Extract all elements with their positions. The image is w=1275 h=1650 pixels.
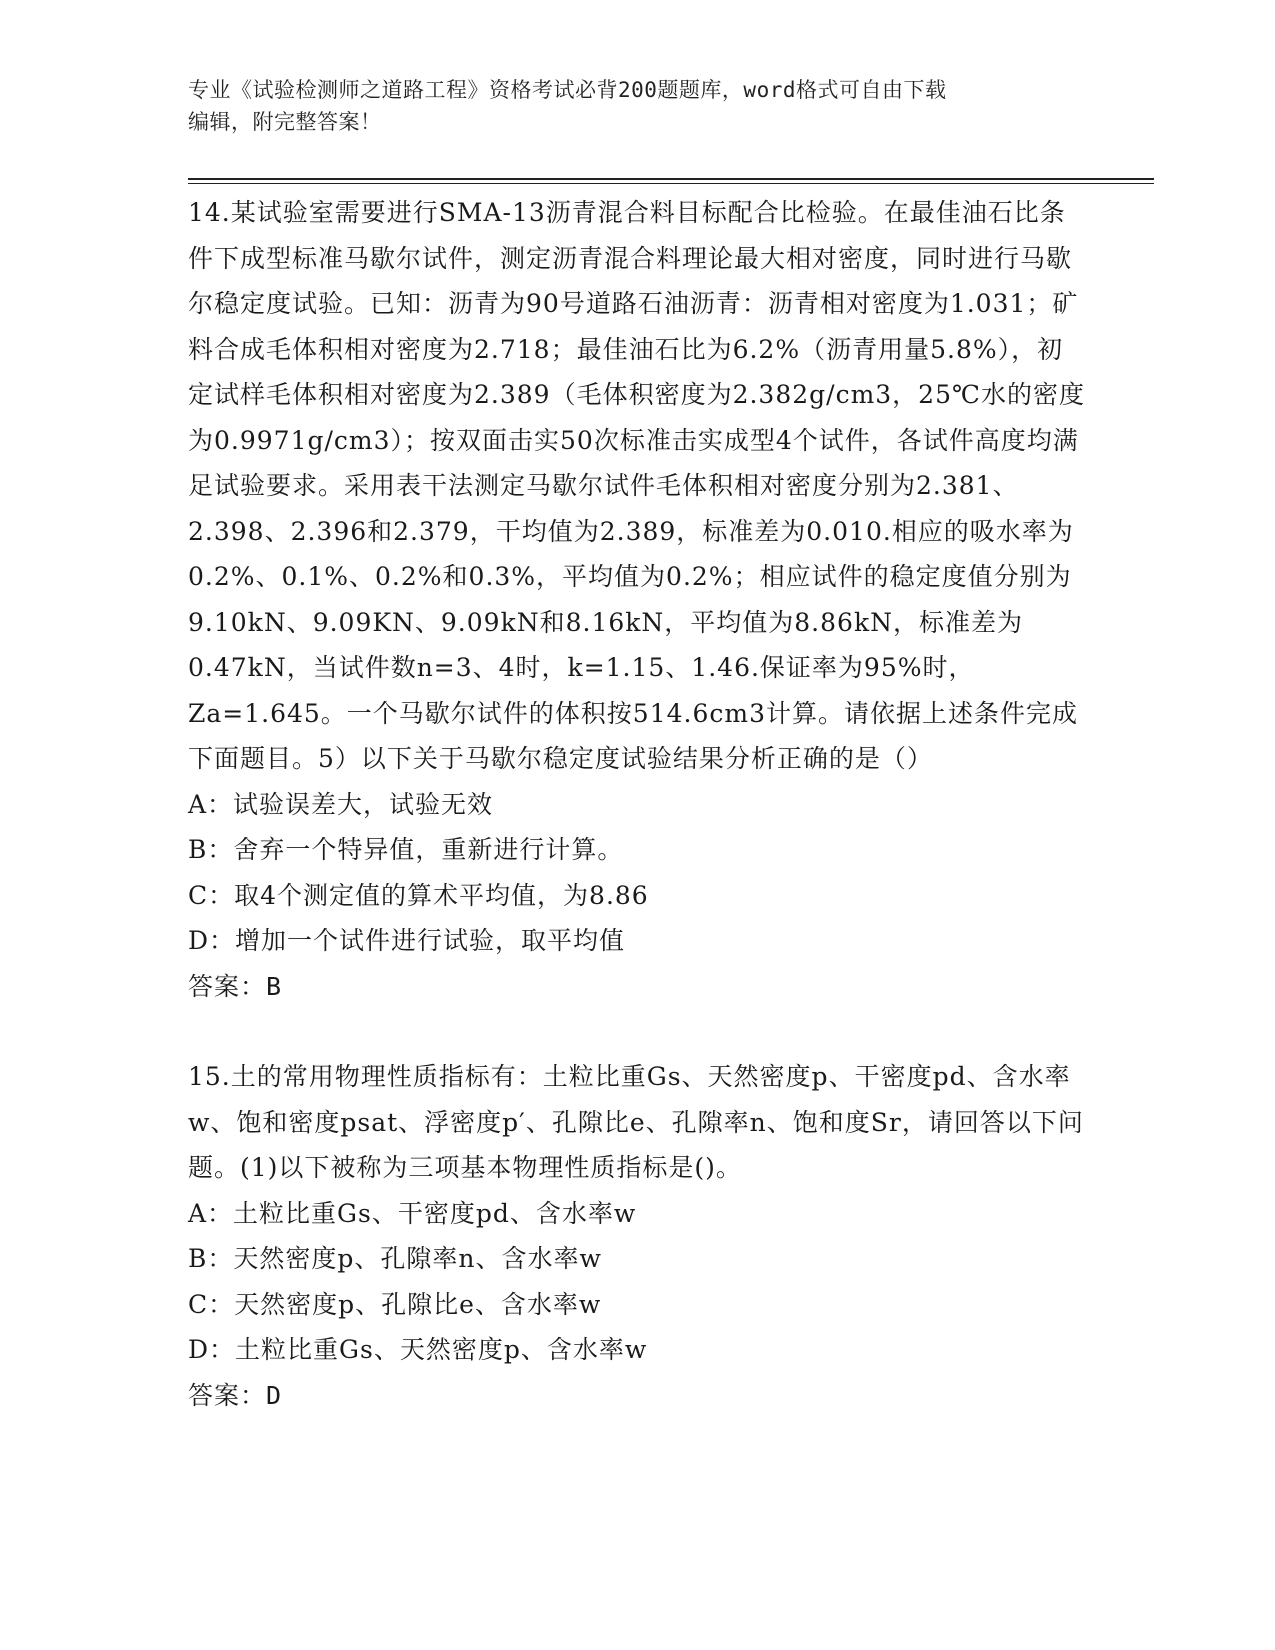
option-d: D：土粒比重Gs、天然密度p、含水率w	[188, 1335, 648, 1364]
option-b: B：舍弃一个特异值，重新进行计算。	[188, 835, 624, 864]
question-15	[188, 1054, 1088, 1418]
option-a: A：土粒比重Gs、干密度pd、含水率w	[188, 1198, 637, 1228]
answer-label: 答案：D	[188, 1380, 283, 1410]
option-c: C：取4个测定值的算术平均值，为8.86	[188, 880, 649, 910]
option-a: A：试验误差大，试验无效	[188, 789, 494, 819]
page-header	[188, 74, 1088, 138]
option-d: D：增加一个试件进行试验，取平均值	[188, 926, 626, 955]
question-list	[188, 190, 1088, 1418]
header-title-line-2: 编辑，附完整答案！	[188, 110, 382, 134]
answer-label: 答案：B	[188, 971, 283, 1001]
header-divider-thick	[188, 178, 1154, 180]
question-stem: 15.土的常用物理性质指标有：土粒比重Gs、天然密度p、干密度pd、含水率w、饱和密度psat、浮密度p′、孔隙比e、孔隙率n、饱和度Sr，请回答以下问题。(1)以下被称为三项基本物理性质指标是()。	[188, 1062, 1084, 1182]
option-c: C：天然密度p、孔隙比e、含水率w	[188, 1289, 602, 1319]
question-stem: 14.某试验室需要进行SMA-13沥青混合料目标配合比检验。在最佳油石比条件下成型标准马歇尔试件，测定沥青混合料理论最大相对密度，同时进行马歇尔稳定度试验。已知：沥青为90号道路石油沥青：沥青相对密度为1.031；矿料合成毛体积相对密度为2.718；最佳油石比为6.2%（沥青用量5.8%），初定试样毛体积相对密度为2.389（毛体积密度为2.382g/cm3，25℃水的密度为0.9971g/cm3）；按双面击实50次标准击实成型4个试件，各试件高度均满足试验要求。采用表干法测定马歇尔试件毛体积相对密度分别为2.381、2.398、2.396和2.379，干均值为2.389，标准差为0.010.相应的吸水率为0.2%、0.1%、0.2%和0.3%，平均值为0.2%；相应试件的稳定度值分别为9.10kN、9.09KN、9.09kN和8.16kN，平均值为8.86kN，标准差为0.47kN，当试件数n=3、4时，k=1.15、1.46.保证率为95%时，Za=1.645。一个马歇尔试件的体积按514.6cm3计算。请依据上述条件完成下面题目。5）以下关于马歇尔稳定度试验结果分析正确的是（）	[188, 198, 1085, 773]
header-divider-thin	[188, 183, 1154, 184]
question-14	[188, 190, 1088, 1009]
option-b: B：天然密度p、孔隙率n、含水率w	[188, 1244, 602, 1273]
question-spacer	[188, 1009, 1088, 1054]
header-title-line-1: 专业《试验检测师之道路工程》资格考试必背200题题库，word格式可自由下载	[188, 78, 947, 102]
